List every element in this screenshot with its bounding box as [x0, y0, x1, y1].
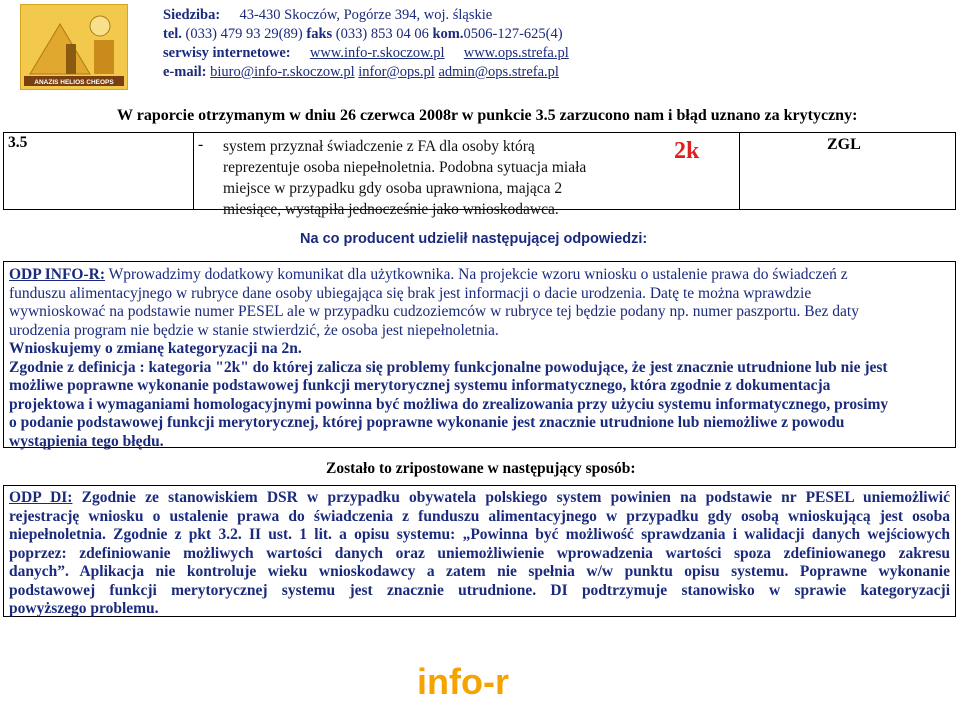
definition-line: Zgodnie z definicja : kategoria "2k" do której zalicza się problemy funkcjonalne powodujące, że jest znacznie utrudnione lub nie jest — [9, 358, 888, 376]
tel-value: (033) 479 93 29(89) — [185, 26, 303, 42]
report-description — [223, 136, 643, 220]
answer-2-line: poprzez: zdefiniowanie możliwych wartości danych oraz uniemożliwienie wprowadzenia wartości spoza zdefiniowanego zakresu — [9, 544, 950, 562]
report-table — [3, 132, 956, 218]
siedziba-value: 43-430 Skoczów, Pogórze 394, woj. śląskie — [239, 7, 493, 23]
report-description-cell — [194, 133, 740, 218]
definition-line: wystąpienia tego błędu. — [9, 432, 164, 450]
email-link-3[interactable]: admin@ops.strefa.pl — [438, 64, 559, 80]
answer-2-line: rejestrację wniosku o ustalenie prawa do świadczenia z funduszu alimentacyjnego w przypadku gdy osobą wnioskującą jest osoba — [9, 507, 950, 525]
answer-2-label: ODP DI: — [9, 489, 73, 506]
description-line: reprezentuje osoba niepełnoletnia. Podobna sytuacja miała — [223, 159, 587, 176]
answer-1-box — [3, 261, 956, 448]
email-link-2[interactable]: infor@ops.pl — [358, 64, 435, 80]
answer-1-line: wywnioskować na podstawie numer PESEL ale w przypadku cudzoziemców w rubryce tej będzie podany np. numer paszportu. Bez daty — [9, 303, 859, 320]
answer-1-line: funduszu alimentacyjnego w rubryce dane osoby ubiegająca się brak jest informacji o dacie urodzenia. Datę te można wprawdzie — [9, 284, 812, 302]
wnioskujemy-text: Wnioskujemy o zmianę kategoryzacji na 2n. — [9, 340, 302, 357]
kom-value: 0506-127-625(4) — [463, 26, 563, 42]
definition-line: o podanie podstawowej funkcji merytorycznej, której poprawne wykonanie jest znacznie utrudnione lub niemożliwe z powodu — [9, 414, 845, 431]
description-dash: - — [198, 136, 204, 153]
website-link-1[interactable]: www.info-r.skoczow.pl — [309, 45, 445, 61]
answer-2-line: danych”. Aplikacja nie kontroluje wieku wnioskodawcy a zatem nie spełnia w/w punktu opisu systemu. Poprawne wykonanie — [9, 563, 950, 580]
description-line: system przyznał świadczenie z FA dla osoby którą — [223, 138, 535, 155]
faks-label: faks — [306, 26, 333, 42]
website-link-2[interactable]: www.ops.strefa.pl — [463, 45, 569, 61]
answer-2-line: podstawowej funkcji merytorycznej systemu jest znacznie utrudnione. DI podtrzymuje stanowisko w sprawie kategoryzacji — [9, 581, 950, 599]
siedziba-label: Siedziba: — [163, 7, 221, 23]
intro-text: W raporcie otrzymanym w dniu 26 czerwca 2008r w punkcie 3.5 zarzucono nam i błąd uznano za krytyczny: — [117, 107, 858, 124]
answer-1-line: urodzenia program nie będzie w stanie stwierdzić, że osoba jest niepełnoletnia. — [9, 321, 499, 339]
definition-line: projektowa i wymaganiami homologacyjnymi powinna być możliwa do zrealizowania przy użyciu systemu informatycznego, prosimy — [9, 395, 889, 413]
report-team-cell — [674, 133, 957, 209]
svg-text:info-r: info-r — [417, 661, 509, 702]
description-line: miesiące, wystąpiła jednocześnie jako wnioskodawca. — [223, 201, 559, 218]
severity-label: 2k — [674, 138, 700, 164]
tel-label: tel. — [163, 26, 182, 42]
question-1: Na co producent udzielił następującej odpowiedzi: — [300, 231, 648, 247]
question-2: Zostało to zripostowane w następujący sposób: — [326, 460, 636, 477]
email-link-1[interactable]: biuro@info-r.skoczow.pl — [210, 64, 355, 80]
answer-2-line: powyższego problemu. — [9, 600, 159, 617]
answer-1-line: Wprowadzimy dodatkowy komunikat dla użytkownika. Na projekcie wzoru wniosku o ustalenie prawa do świadczeń z — [105, 266, 848, 283]
kom-label: kom. — [432, 26, 464, 42]
answer-2-line: niepełnoletnia. Zgodnie z pkt 3.2. II ust. 1 lit. a opisu systemu: „Powinna być możliwość sprawdzania i walidacji danych wejściowych — [9, 526, 950, 543]
company-logo — [20, 4, 128, 90]
answer-2-line: Zgodnie ze stanowiskiem DSR w przypadku obywatela polskiego system powinien na podstawie nr PESEL uniemożliwić — [72, 489, 950, 506]
serwisy-label: serwisy internetowe: — [163, 45, 291, 61]
definition-line: możliwe poprawne wykonanie podstawowej funkcji merytorycznej systemu informatycznego, która zgodnie z dokumentacja — [9, 377, 831, 394]
report-number: 3.5 — [8, 134, 28, 151]
email-label: e-mail: — [163, 64, 207, 80]
answer-1-label: ODP INFO-R: — [9, 266, 106, 283]
report-number-cell — [4, 133, 194, 209]
faks-value: (033) 853 04 06 — [335, 26, 429, 42]
description-line: miejsce w przypadku gdy osoba uprawniona, mająca 2 — [223, 180, 563, 197]
team-label: ZGL — [827, 136, 861, 153]
svg-text:ANAZIS HELIOS CHEOPS: ANAZIS HELIOS CHEOPS — [34, 79, 114, 86]
contact-block — [163, 6, 569, 82]
info-r-logo — [415, 660, 550, 704]
answer-2-box — [3, 485, 956, 617]
